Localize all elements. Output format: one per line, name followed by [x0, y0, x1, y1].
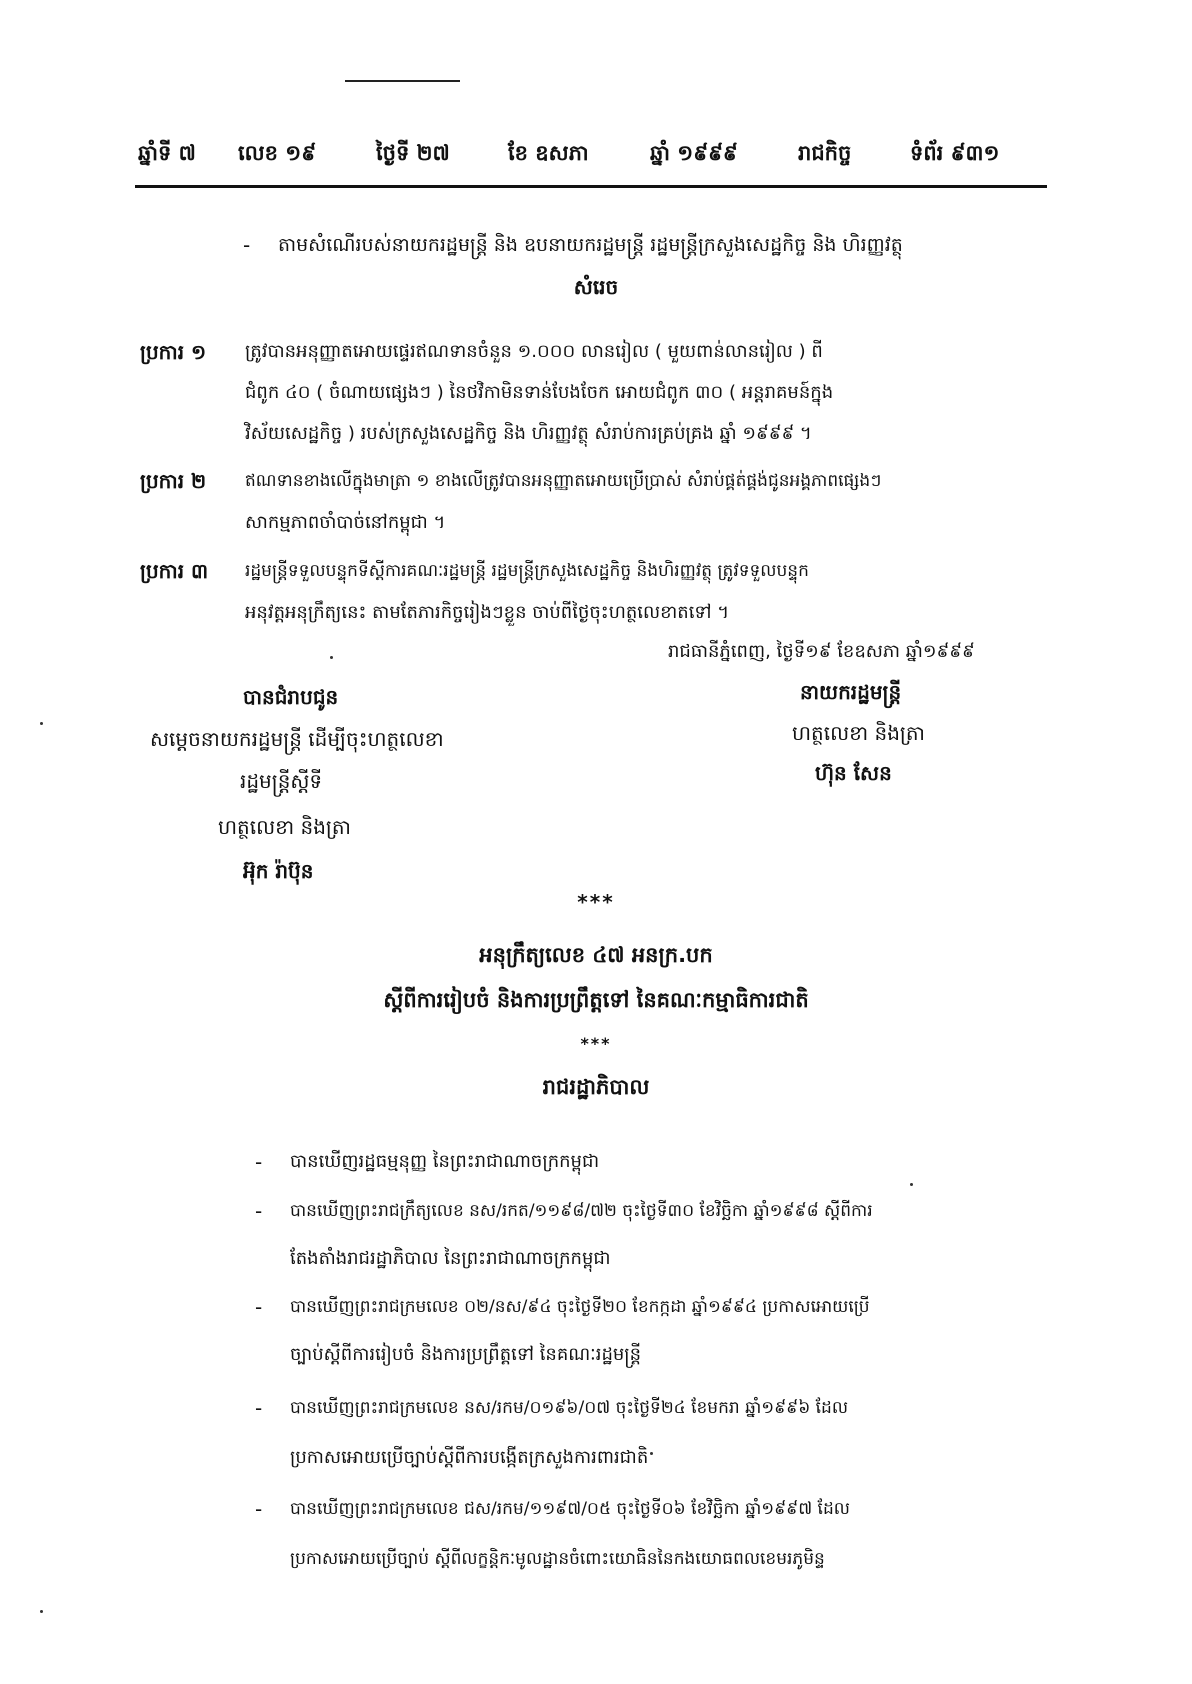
gazette-header: [138, 140, 1040, 174]
separator-stars-2: ***: [580, 1034, 612, 1053]
government-heading: រាជរដ្ឋាភិបាល: [542, 1075, 650, 1099]
article-2-line-1: ឥណទានខាងលើក្នុងមាត្រា ១ ខាងលើត្រូវបានអនុញ្ញាតអោយប្រើប្រាស់ សំរាប់ផ្គត់ផ្គង់ជូនអង្គភាពផ្សេងៗ: [245, 471, 882, 491]
decree-number: អនុក្រឹត្យលេខ ៤៧ អនក្រ.បក: [479, 943, 713, 967]
recital-2-line-2: តែងតាំងរាជរដ្ឋាភិបាល នៃព្រះរាជាណាចក្រកម្ពុជា: [290, 1248, 611, 1269]
article-1-line-3: វិស័យសេដ្ឋកិច្ច ) របស់ក្រសួងសេដ្ឋកិច្ច និង ហិរញ្ញវត្ថុ សំរាប់ការគ្រប់គ្រង ឆ្នាំ ១៩៩៩ ។: [245, 423, 812, 444]
article-1-line-2: ជំពូក ៤០ ( ចំណាយផ្សេងៗ ) នៃថវិកាមិនទាន់បែងចែក អោយជំពូក ៣០ ( អន្តរាគមន៍ក្នុង: [245, 382, 834, 403]
recital-4-line-1: បានឃើញព្រះរាជក្រមលេខ នស/រកម/០១៩៦/០៧ ចុះថ្ងៃទី២៤ ខែមករា ឆ្នាំ១៩៩៦ ដែល: [290, 1398, 849, 1418]
article-1-label: ប្រការ ១: [140, 340, 207, 364]
left-line-3: រដ្ឋមន្ត្រីស្ដីទី: [240, 769, 323, 793]
bullet-dash: -: [255, 1396, 263, 1420]
header-day: ថ្ងៃទី ២៧: [376, 141, 450, 165]
place-date: រាជធានីភ្នំពេញ, ថ្ងៃទី១៩ ខែឧសភា ឆ្នាំ១៩៩៩: [668, 641, 975, 662]
header-rule: [135, 185, 1047, 188]
recital-4-line-2: ប្រកាសអោយប្រើច្បាប់ស្ដីពីការបង្កើតក្រសួងការពារជាតិ: [290, 1447, 649, 1468]
decree-title: ស្តីពីការរៀបចំ និងការប្រព្រឹត្តទៅ នៃគណៈកម្មាធិការជាតិ: [383, 988, 809, 1012]
scan-speck: [40, 722, 43, 725]
bullet-dash: -: [255, 1295, 263, 1319]
scan-speck: [910, 1183, 913, 1186]
bullet-dash: -: [255, 1497, 263, 1521]
recital-3-line-1: បានឃើញព្រះរាជក្រមលេខ ០២/នស/៩៤ ចុះថ្ងៃទី២០ ខែកក្កដា ឆ្នាំ១៩៩៤ ប្រកាសអោយប្រើ: [290, 1297, 870, 1317]
header-month: ខែ ឧសភា: [508, 141, 589, 165]
header-issue: លេខ ១៩: [238, 141, 317, 165]
recital-1-line-1: បានឃើញរដ្ឋធម្មនុញ្ញ នៃព្រះរាជាណាចក្រកម្ពុជា: [290, 1151, 600, 1172]
article-3-line-2: អនុវត្តអនុក្រឹត្យនេះ តាមតែភារកិច្ចរៀងៗខ្លួន ចាប់ពីថ្ងៃចុះហត្ថលេខាតទៅ ។: [245, 602, 730, 623]
header-year: ឆ្នាំ ១៩៩៩: [650, 141, 738, 165]
article-1-line-1: ត្រូវបានអនុញ្ញាតអោយផ្ទេរឥណទានចំនួន ១.០០០ លានរៀល ( មួយពាន់លានរៀល ) ពី: [245, 341, 823, 362]
article-3-label: ប្រការ ៣: [140, 559, 209, 583]
left-line-4: ហត្ថលេខា និងត្រា: [218, 815, 351, 839]
left-line-2: សម្តេចនាយករដ្ឋមន្ត្រី ដើម្បីចុះហត្ថលេខា: [150, 727, 444, 751]
separator-stars: ***: [577, 890, 615, 914]
scan-speck: [650, 1452, 653, 1455]
intro-line: តាមសំណើរបស់នាយករដ្ឋមន្ត្រី និង ឧបនាយករដ្ឋមន្ត្រី រដ្ឋមន្ត្រីក្រសួងសេដ្ឋកិច្ច និង ហិរញ្ញវត្ថុ: [278, 234, 903, 256]
header-volume: ឆ្នាំទី ៧: [138, 141, 196, 165]
article-3-line-1: រដ្ឋមន្ត្រីទទួលបន្ទុកទីស្ដីការគណៈរដ្ឋមន្ត្រី រដ្ឋមន្ត្រីក្រសួងសេដ្ឋកិច្ច និងហិរញ្ញវត្ថុ ត្រូវទទួលបន្ទុក: [245, 561, 809, 581]
article-2-label: ប្រការ ២: [140, 469, 207, 493]
recital-5-line-2: ប្រកាសអោយប្រើច្បាប់ ស្ដីពីលក្ខន្តិកៈមូលដ្ឋានចំពោះយោធិននៃកងយោធពលខេមរភូមិន្ទ: [290, 1549, 825, 1569]
right-name: ហ៊ុន សែន: [815, 761, 892, 785]
header-page: ទំព័រ ៩៣១: [910, 141, 1000, 165]
right-sign: ហត្ថលេខា និងត្រា: [792, 721, 925, 745]
top-rule: [345, 80, 460, 82]
recital-5-line-1: បានឃើញព្រះរាជក្រមលេខ ជស/រកម/១១៩៧/០៥ ចុះថ្ងៃទី០៦ ខែវិច្ឆិកា ឆ្នាំ១៩៩៧ ដែល: [290, 1499, 850, 1519]
recital-2-line-1: បានឃើញព្រះរាជក្រឹត្យលេខ នស/រកត/១១៩៨/៧២ ចុះថ្ងៃទី៣០ ខែវិច្ឆិកា ឆ្នាំ១៩៩៨ ស្តីពីការ: [290, 1201, 873, 1221]
bullet-dash: -: [255, 1150, 263, 1174]
decision-heading: សំរេច: [573, 275, 619, 299]
bullet-dash: -: [255, 1199, 263, 1223]
left-line-1: បានជំរាបជូន: [243, 685, 339, 709]
left-line-5: អ៊ុក រ៉ាប៊ុន: [243, 859, 314, 883]
article-2-line-2: សាកម្មភាពចាំបាច់នៅកម្ពុជា ។: [245, 512, 446, 533]
bullet-dash: -: [243, 233, 251, 257]
header-gazette: រាជកិច្ច: [798, 141, 852, 165]
recital-3-line-2: ច្បាប់ស្ដីពីការរៀបចំ និងការប្រព្រឹត្តទៅ នៃគណៈរដ្ឋមន្ត្រី: [290, 1344, 642, 1365]
scan-speck: [40, 1610, 43, 1613]
scan-speck: [330, 656, 333, 659]
right-title: នាយករដ្ឋមន្ត្រី: [800, 680, 902, 704]
